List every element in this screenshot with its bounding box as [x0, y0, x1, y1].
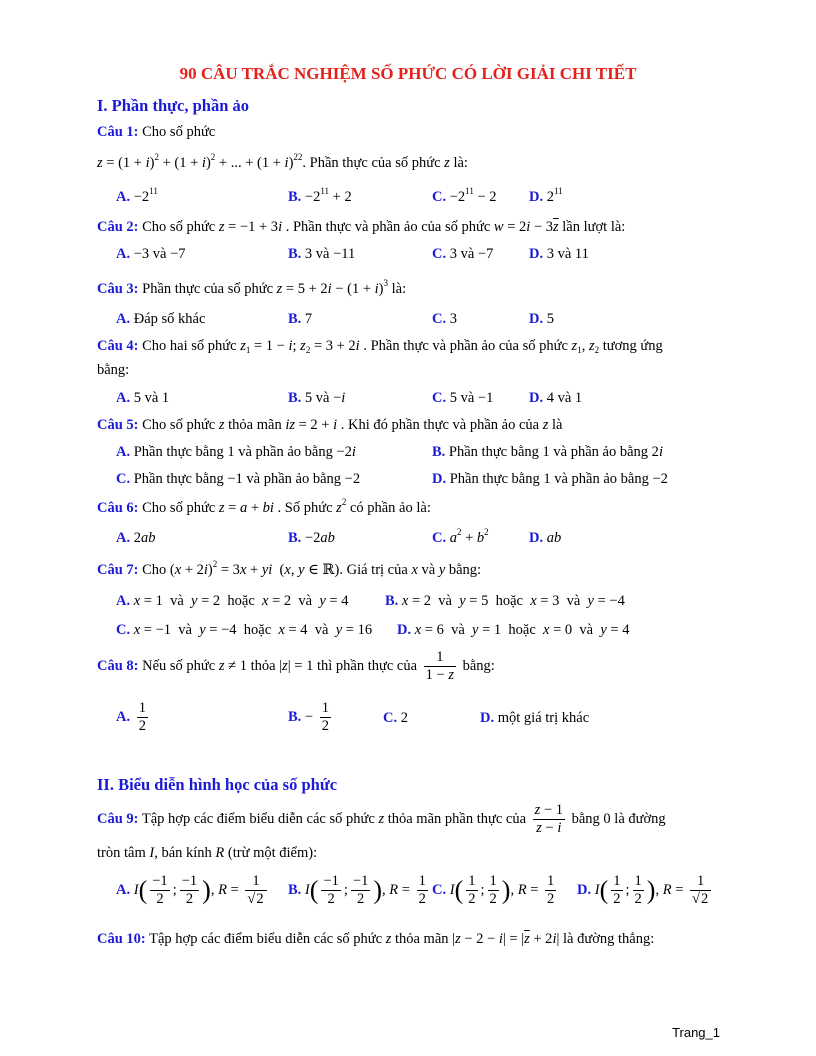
question-6-option-d[interactable]: D. ab — [529, 530, 562, 546]
question-4-option-a[interactable]: A. 5 và 1 — [116, 390, 170, 406]
question-1-label: Câu 1: — [97, 124, 139, 140]
question-2: Câu 2: Cho số phức z = −1 + 3i . Phần thực và phần ảo của số phức $w = 2i - 3\overline{z}$ lần lượt là: — [97, 219, 626, 235]
question-3-option-b[interactable]: B. 7 — [288, 311, 313, 327]
question-6-option-c[interactable]: C. $a^2 + b^2$ — [432, 527, 489, 546]
question-5-option-a[interactable]: A. Phần thực bằng 1 và phần ảo bằng −2i — [116, 444, 356, 460]
question-4: Câu 4: Cho hai số phức $z_1 = 1 - i$; $z_2 = 3 + 2i$ . Phần thực và phần ảo của số phức $z_1$, $z_2$ tương ứng — [97, 338, 663, 355]
question-9-option-a[interactable]: A. I( $\frac{-1}{2}$ ; $\frac{-1}{2}$ ), R = $\frac{1}{√2}$ — [116, 873, 270, 908]
question-8-option-b[interactable]: B. − $\frac{1}{2}$ — [288, 700, 329, 734]
question-4-option-d[interactable]: D. 4 và 1 — [529, 390, 583, 406]
question-6-option-b[interactable]: B. −2ab — [288, 530, 335, 546]
question-9-text-cont: tròn tâm I, bán kính R (trừ một điểm): — [97, 845, 318, 861]
question-4-option-c[interactable]: C. 5 và −1 — [432, 390, 494, 406]
question-9-option-d[interactable]: D. I( $\frac{1}{2}$ ; $\frac{1}{2}$ ), R = $\frac{1}{√2}$ — [577, 873, 714, 908]
question-4-option-b[interactable]: B. 5 và −i — [288, 390, 346, 406]
question-7-option-b[interactable]: B. x = 2 và y = 5 hoặc x = 3 và y = −4 — [385, 593, 625, 609]
question-10: Câu 10: Tập hợp các điểm biểu diễn các số phức z thỏa mãn $|z - 2 - i| = |\overline{z} + 2i|$ là đường thẳng: — [97, 931, 655, 947]
question-7-option-d[interactable]: D. x = 6 và y = 1 hoặc x = 0 và y = 4 — [397, 622, 630, 638]
document-title: 90 CÂU TRẮC NGHIỆM SỐ PHỨC CÓ LỜI GIẢI CHI TIẾT — [179, 64, 637, 83]
question-8-option-d[interactable]: D. một giá trị khác — [480, 710, 590, 726]
question-7: Câu 7: Cho $(x + 2i)^2 = 3x$ + yi (x, y ∈ ℝ). Giá trị của x và y bằng: — [97, 559, 482, 578]
question-1-option-b[interactable]: B. $-2^{11} + 2$ — [288, 186, 352, 205]
question-8: Câu 8: Nếu số phức z ≠ 1 thỏa |z| = 1 thì phần thực của $\frac{1}{1 - z}$ bằng: — [97, 649, 495, 683]
question-6-option-a[interactable]: A. 2ab — [116, 530, 156, 546]
question-2-option-a[interactable]: A. −3 và −7 — [116, 246, 186, 262]
question-3-option-d[interactable]: D. 5 — [529, 311, 554, 327]
section-heading-2: II. Biểu diễn hình học của số phức — [97, 775, 338, 794]
question-7-option-c[interactable]: C. x = −1 và y = −4 hoặc x = 4 và y = 16 — [116, 622, 373, 638]
section-heading-1: I. Phần thực, phần ảo — [97, 96, 250, 115]
question-7-option-a[interactable]: A. x = 1 và y = 2 hoặc x = 2 và y = 4 — [116, 593, 349, 609]
question-6: Câu 6: Cho số phức z = a + bi . Số phức $z^2$ có phần ảo là: — [97, 497, 431, 516]
question-8-option-c[interactable]: C. 2 — [383, 710, 408, 726]
question-5-option-c[interactable]: C. Phần thực bằng −1 và phần ảo bằng −2 — [116, 471, 361, 487]
question-2-option-d[interactable]: D. 3 và 11 — [529, 246, 589, 262]
question-5: Câu 5: Cho số phức z thỏa mãn iz = 2 + i . Khi đó phần thực và phần ảo của z là — [97, 417, 563, 433]
question-2-option-c[interactable]: C. 3 và −7 — [432, 246, 494, 262]
question-5-option-b[interactable]: B. Phần thực bằng 1 và phần ảo bằng 2i — [432, 444, 663, 460]
question-3-option-c[interactable]: C. 3 — [432, 311, 457, 327]
question-9-option-b[interactable]: B. I( $\frac{-1}{2}$ ; $\frac{-1}{2}$ ), R = $\frac{1}{2}$ — [288, 873, 426, 907]
question-4-text-cont: bằng: — [97, 362, 130, 378]
question-9: Câu 9: Tập hợp các điểm biểu diễn các số phức z thỏa mãn phần thực của $\frac{z - 1}{z - i}$ bằng 0 là đường — [97, 802, 666, 836]
page-footer: Trang_1 — [672, 1025, 720, 1040]
question-1-option-c[interactable]: C. $-2^{11} - 2$ — [432, 186, 497, 205]
question-8-option-a[interactable]: A. $\frac{1}{2}$ — [116, 700, 146, 734]
question-3-option-a[interactable]: A. Đáp số khác — [116, 311, 206, 327]
question-1-expression: $z = (1 + i)^2 + (1 + i)^2$ + ... + $(1 + i)^{22}$. Phần thực của số phức z là: — [97, 152, 468, 171]
question-1 — [97, 124, 215, 141]
question-5-option-d[interactable]: D. Phần thực bằng 1 và phần ảo bằng −2 — [432, 471, 668, 487]
question-1-option-a[interactable]: A. $-2^{11}$ — [116, 186, 158, 205]
question-1-text: Cho số phức — [142, 124, 216, 140]
question-3: Câu 3: Phần thực của số phức $z = 5 + 2i - (1 + i)^3$ là: — [97, 278, 407, 297]
question-9-option-c[interactable]: C. I( $\frac{1}{2}$ ; $\frac{1}{2}$ ), R = $\frac{1}{2}$ — [432, 873, 555, 907]
question-2-option-b[interactable]: B. 3 và −11 — [288, 246, 356, 262]
question-1-option-d[interactable]: D. $2^{11}$ — [529, 186, 563, 205]
